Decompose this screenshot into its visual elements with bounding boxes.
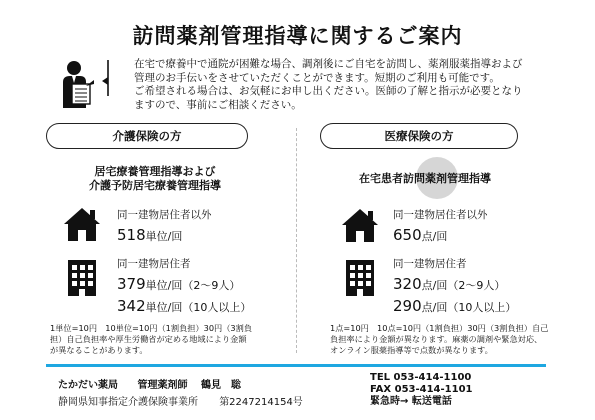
care-inside-unit: 単位/回 [145, 301, 183, 314]
building-icon [62, 258, 102, 298]
care-outside-unit: 単位/回 [145, 230, 183, 243]
medical-inside-unit: 点/回 [421, 279, 448, 292]
registration-number: 第2247214154号 [219, 397, 303, 408]
registration-info [58, 393, 303, 408]
care-service-line: 居宅療養管理指導および [94, 165, 216, 178]
care-inside-group: （2～9人） [182, 279, 241, 292]
care-outside-amount: 518 [117, 226, 146, 244]
registration-text: 静岡県知事指定介護保険事業所 [58, 397, 198, 408]
care-footnote-line: 担）自己負担率や厚生労働省が定める地域により金額 [50, 334, 247, 344]
intro-line: 在宅で療養中で通院が困難な場合、調剤後にご自宅を訪問し、薬剤服薬指導および [134, 58, 523, 70]
fax-number: FAX 053-414-1101 [370, 384, 473, 395]
page-title: 訪問薬剤管理指導に関するご案内 [132, 24, 463, 48]
medical-inside-label: 同一建物居住者 [393, 258, 467, 270]
intro-line: 管理のお手伝いをさせていただくことができます。短期のご利用も可能です。 [134, 71, 500, 84]
pharmacist-figure-icon [58, 56, 118, 114]
care-outside-price [117, 226, 182, 244]
care-inside-unit: 単位/回 [145, 279, 183, 292]
medical-service-title: 在宅患者訪問薬剤管理指導 [359, 172, 491, 185]
contact-info [370, 372, 473, 408]
medical-inside-amount: 320 [393, 275, 422, 293]
medical-insurance-heading: 医療保険の方 [320, 123, 518, 149]
building-icon [340, 258, 380, 298]
pharmacy-info [58, 376, 241, 391]
house-icon [62, 204, 102, 244]
care-inside-row [117, 275, 240, 293]
intro-text [134, 58, 554, 112]
care-service-title [45, 165, 265, 193]
care-insurance-heading: 介護保険の方 [46, 123, 248, 149]
care-inside-amount: 379 [117, 275, 146, 293]
care-footnote-line: が異なることがあります。 [50, 345, 148, 355]
medical-footnote-line: 1点=10円 10点=10円（1割負担）30円（3割負担）自己 [330, 323, 549, 333]
medical-footnote-line: 負担率により金額が異なります。麻薬の調剤や緊急対応、 [330, 334, 543, 344]
intro-line: ご希望される場合は、お気軽にお申し出ください。医師の了解と指示が必要となり [134, 85, 523, 97]
medical-outside-amount: 650 [393, 226, 422, 244]
pharmacy-name: たかだい薬局 [58, 380, 118, 391]
medical-outside-price [393, 226, 447, 244]
care-service-line: 介護予防居宅療養管理指導 [89, 179, 221, 192]
medical-outside-unit: 点/回 [421, 230, 448, 243]
medical-footnote-line: オンライン服薬指導等で点数が異なります。 [330, 345, 493, 355]
medical-inside-row [393, 275, 505, 293]
medical-inside-amount: 290 [393, 297, 422, 315]
emergency-contact: 緊急時→ 転送電話 [370, 396, 452, 407]
care-footnote [50, 323, 290, 356]
medical-inside-group: （2～9人） [447, 279, 506, 292]
care-inside-row [117, 297, 251, 315]
intro-line: ますので、事前にご相談ください。 [134, 98, 302, 111]
column-divider [296, 128, 297, 353]
medical-outside-label: 同一建物居住者以外 [393, 209, 488, 221]
care-inside-group: （10人以上） [182, 301, 252, 314]
care-footnote-line: 1単位=10円 10単位=10円（1割負担）30円（3割負 [50, 323, 253, 333]
medical-inside-row [393, 297, 516, 315]
care-inside-amount: 342 [117, 297, 146, 315]
footer-rule [46, 364, 546, 367]
care-inside-label: 同一建物居住者 [117, 258, 191, 270]
medical-inside-unit: 点/回 [421, 301, 448, 314]
care-outside-label: 同一建物居住者以外 [117, 209, 212, 221]
medical-inside-group: （10人以上） [447, 301, 517, 314]
medical-footnote [330, 323, 580, 356]
house-icon [340, 205, 380, 245]
manager-role: 管理薬剤師 [137, 380, 188, 391]
manager-name: 鶴見 聡 [200, 380, 241, 391]
tel-number: TEL 053-414-1100 [370, 372, 472, 383]
